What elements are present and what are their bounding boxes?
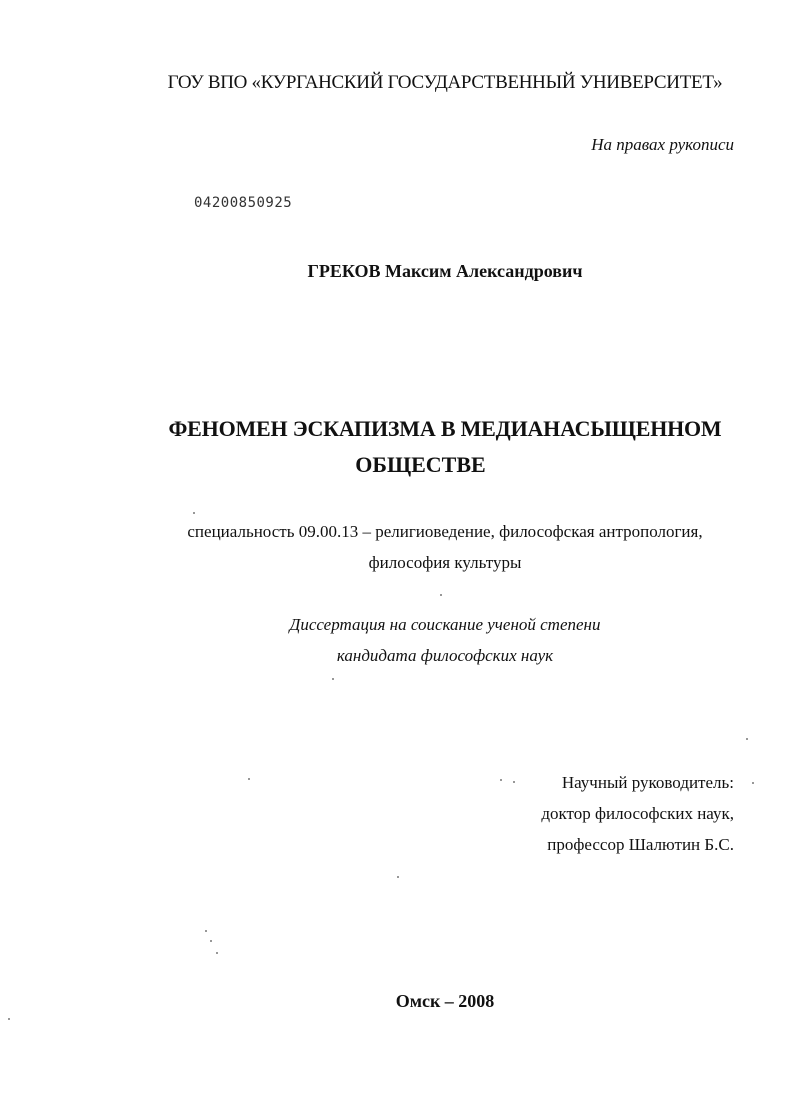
scan-speck [205,930,207,932]
scan-speck [397,876,399,878]
scan-speck [746,738,748,740]
scan-speck [8,1018,10,1020]
specialty-line-1: специальность 09.00.13 – религиоведение, философская антропология, [187,522,703,541]
institution-name: ГОУ ВПО «КУРГАНСКИЙ ГОСУДАРСТВЕННЫЙ УНИВЕРСИТЕТ» [167,72,723,93]
scan-speck [210,940,212,942]
scan-speck [513,781,515,783]
city-year: Омск – 2008 [395,991,495,1011]
scan-speck [500,779,502,781]
scan-speck [216,952,218,954]
scan-speck [248,778,250,780]
dissertation-degree-line-2: кандидата философских наук [336,646,554,665]
supervisor-label: Научный руководитель: [561,773,734,792]
scan-speck [193,512,195,514]
dissertation-degree-line-1: Диссертация на соискание ученой степени [289,615,601,634]
manuscript-rights-note: На правах рукописи [591,135,734,154]
archive-code: 04200850925 [194,195,293,211]
scan-speck [332,678,334,680]
thesis-title-line-2: ОБЩЕСТВЕ [355,452,486,477]
scan-speck [440,594,442,596]
thesis-title-line-1: ФЕНОМЕН ЭСКАПИЗМА В МЕДИАНАСЫЩЕННОМ [168,416,722,441]
specialty-line-2: философия культуры [368,553,522,572]
supervisor-name: профессор Шалютин Б.С. [547,835,734,854]
scan-speck [752,782,754,784]
author-name: ГРЕКОВ Максим Александрович [307,261,583,281]
supervisor-degree: доктор философских наук, [541,804,734,823]
